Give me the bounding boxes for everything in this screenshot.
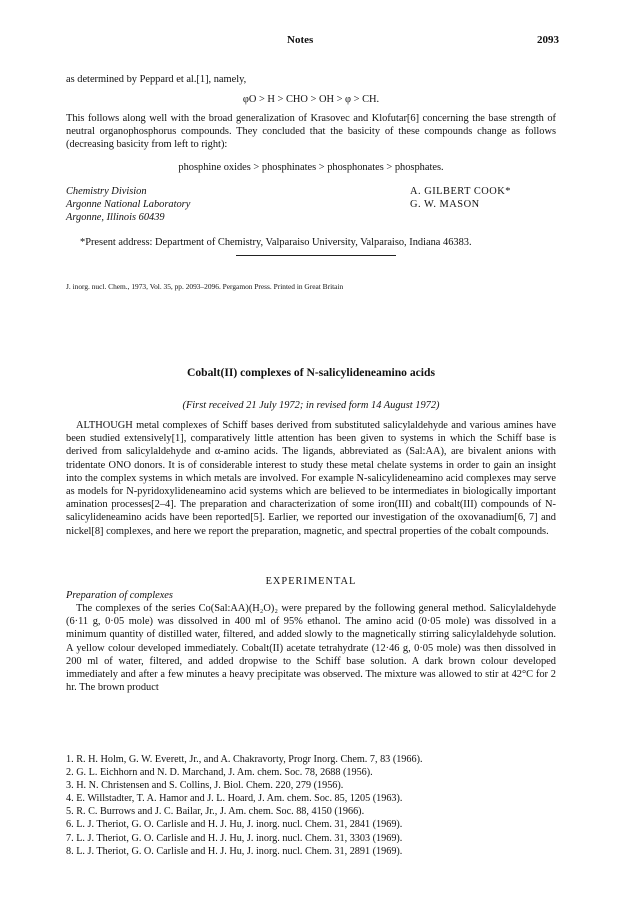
author-name: A. GILBERT COOK* — [410, 186, 511, 197]
authors — [410, 185, 560, 211]
affiliation-line: Argonne National Laboratory — [66, 199, 191, 211]
journal-citation-line: J. inorg. nucl. Chem., 1973, Vol. 35, pp. 2093–2096. Pergamon Press. Printed in Great Britain — [66, 282, 344, 291]
reference-item: 4. E. Willstadter, T. A. Hamor and J. L. Hoard, J. Am. chem. Soc. 85, 1205 (1963). — [66, 793, 403, 805]
reference-item: 8. L. J. Theriot, G. O. Carlisle and H. J. Hu, J. inorg. nucl. Chem. 31, 2891 (1969). — [66, 845, 403, 857]
subsection-heading: Preparation of complexes — [66, 590, 173, 601]
reference-item: 5. R. C. Burrows and J. C. Bailar, Jr., J. Am. chem. Soc. 88, 4150 (1966). — [66, 806, 365, 818]
article-title: Cobalt(II) complexes of N-salicylideneamino acids — [187, 366, 435, 379]
abstract-paragraph: ALTHOUGH metal complexes of Schiff bases derived from substituted salicylaldehyde and various amines have been studied extensively[1], comparatively little attention has been given to systems in which the Schiff base is derived from salicylaldehyde and α-amino acids. The ligands, abbreviated as (Sal:AA), are bivalent anions with tridentate ONO donors. It is of considerable interest to study these metal chelate systems in order to gain an insight into the complex systems in which metals are involved. For example N-salicylideneamino acid complexes may serve as models for N-pyridoxylideneamino acid systems which are believed to be intermediates in biologically important amination processes[2–4]. The preparation and characterization of some iron(III) and cobalt(III) compounds of N-salicylideneamino acids have been reported[5]. Earlier, we reported our investigation of the oxovanadium[6, 7] and nickel[8] complexes, and here we report the preparation, magnetic, and spectral properties of the cobalt compounds. — [66, 420, 556, 537]
affiliation — [66, 185, 326, 225]
reference-item: 2. G. L. Eichhorn and N. D. Marchand, J. Am. chem. Soc. 78, 2688 (1956). — [66, 767, 373, 779]
section-heading: EXPERIMENTAL — [265, 576, 357, 587]
reference-item: 7. L. J. Theriot, G. O. Carlisle and H. J. Hu, J. inorg. nucl. Chem. 31, 3303 (1969). — [66, 832, 403, 844]
running-header: Notes — [287, 34, 314, 46]
affiliation-line: Chemistry Division — [66, 186, 147, 197]
author-name: G. W. MASON — [410, 199, 480, 211]
footnote: *Present address: Department of Chemistry, Valparaiso University, Valparaiso, Indiana 46383. — [80, 237, 472, 248]
reference-item: 3. H. N. Christensen and S. Collins, J. Biol. Chem. 220, 279 (1956). — [66, 780, 344, 792]
intro-paragraph: This follows along well with the broad generalization of Krasovec and Klofutar[6] concerning the base strength of neutral organophosphorus compounds. They concluded that the basicity of these compounds change as follows (decreasing basicity from left to right): — [66, 113, 556, 151]
basicity-order: phosphine oxides > phosphinates > phosphonates > phosphates. — [178, 162, 444, 173]
intro-lead: as determined by Peppard et al.[1], namely, — [66, 74, 247, 85]
order-formula: φO > H > CHO > OH > φ > CH. — [242, 94, 380, 105]
reference-item: 6. L. J. Theriot, G. O. Carlisle and H. J. Hu, J. inorg. nucl. Chem. 31, 2841 (1969). — [66, 819, 403, 831]
footnote-rule — [236, 255, 396, 256]
reference-item: 1. R. H. Holm, G. W. Everett, Jr., and A. Chakravorty, Progr Inorg. Chem. 7, 83 (1966). — [66, 754, 423, 765]
received-dates: (First received 21 July 1972; in revised form 14 August 1972) — [182, 400, 440, 411]
reference-list — [66, 753, 561, 858]
experimental-paragraph: The complexes of the series Co(Sal:AA)(H₂O)₂ were prepared by the following general method. Salicylaldehyde (6·11 g, 0·05 mole) was dissolved in 400 ml of 95% ethanol. The amino acid (0·05 mole) was dissolved in a minimum quantity of distilled water, filtered, and added slowly to the magnetically stirring salicylaldehyde solution. A yellow colour developed immediately. Cobalt(II) acetate tetrahydrate (12·46 g, 0·05 mole) was then dissolved in 200 ml of water, filtered, and added dropwise to the Schiff base solution. A dark brown colour developed immediately and after a few minutes a heavy precipitate was observed. The mixture was allowed to stir at 42°C for 2 hr. The brown product — [66, 603, 556, 694]
page-number: 2093 — [537, 34, 559, 46]
affiliation-line: Argonne, Illinois 60439 — [66, 212, 165, 224]
